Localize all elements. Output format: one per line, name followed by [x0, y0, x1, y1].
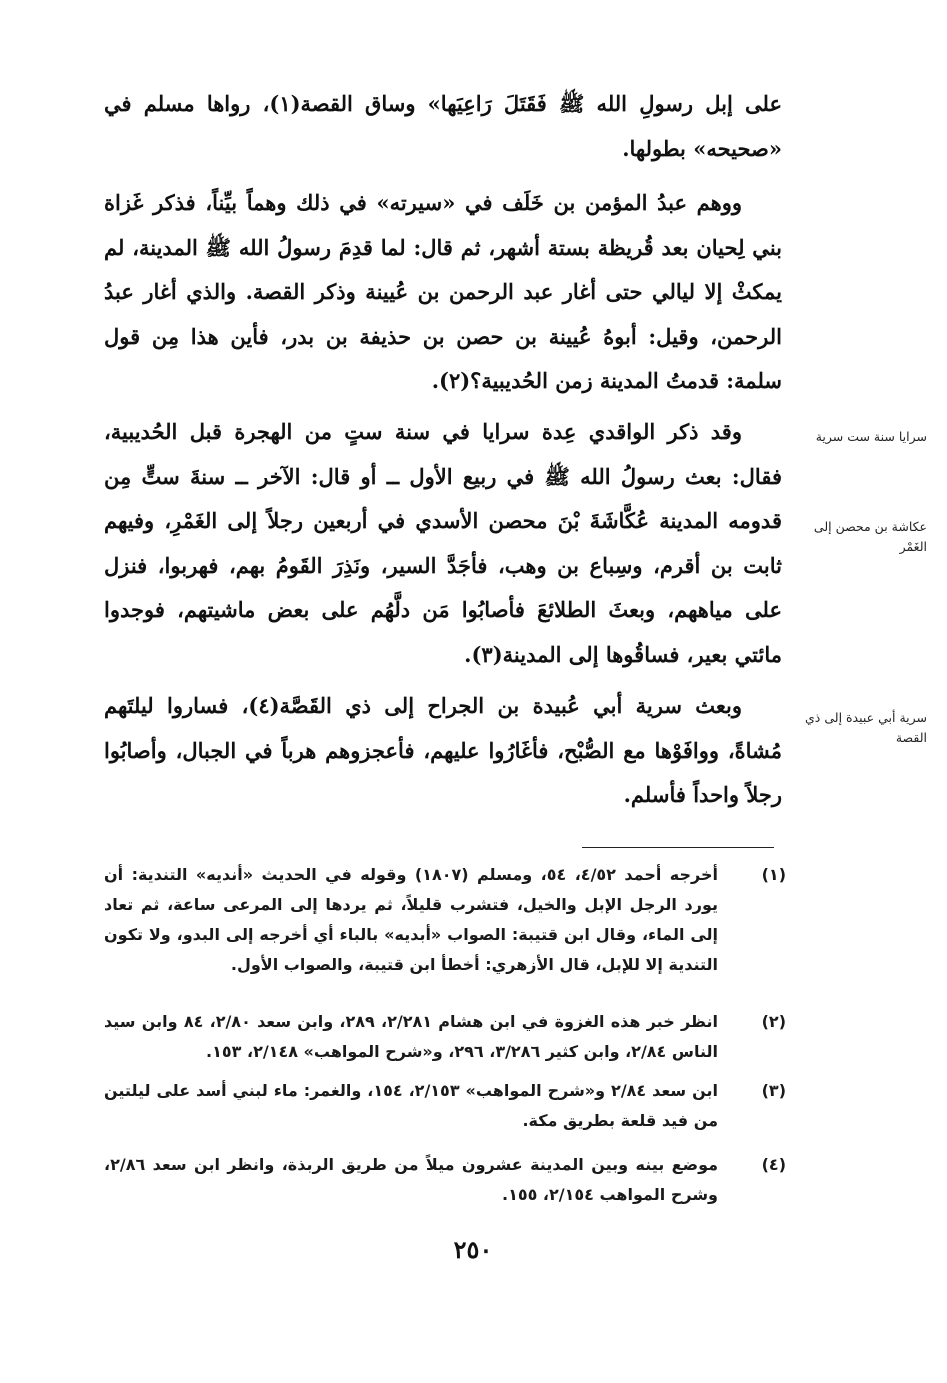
footnote	[104, 1150, 786, 1210]
footnote	[104, 860, 786, 980]
margin-note: سرايا سنة ست سرية	[815, 429, 927, 444]
footnote-number: (٢)	[761, 1012, 786, 1031]
margin-note: عكاشة بن محصن إلى الغَمْر	[813, 519, 927, 554]
footnote-text: انظر خبر هذه الغزوة في ابن هشام ٢/٢٨١، ٢٨٩، وابن سعد ٢/٨٠، ٨٤ وابن سيد الناس ٢/٨٤، وابن كثير ٣/٢٨٦، ٢٩٦، و«شرح المواهب» ٢/١٤٨، ١٥٣.	[104, 1012, 719, 1061]
footnote-number: (٤)	[761, 1155, 786, 1174]
body-paragraph: وبعث سرية أبي عُبيدة بن الجراح إلى ذي القَصَّة(٤)، فساروا ليلتَهم مُشاةً، ووافَوْها مع الصُّبْح، فأغَارُوا عليهم، فأعجزوهم هرباً في الجبال، وأصابُوا رجلاً واحداً فأسلم.	[104, 693, 782, 808]
footnote-number: (٣)	[761, 1081, 786, 1100]
body-paragraph: على إبل رسولِ الله ﷺ فَقَتَلَ رَاعِيَها» وساق القصة(١)، رواها مسلم في «صحيحه» بطولها.	[104, 91, 782, 161]
footnote-separator	[582, 847, 774, 848]
footnote-text: موضع بينه وبين المدينة عشرون ميلاً من طريق الربذة، وانظر ابن سعد ٢/٨٦، وشرح المواهب ٢/١٥٤، ١٥٥.	[104, 1155, 718, 1204]
footnote	[104, 1076, 786, 1136]
body-paragraph: ووهم عبدُ المؤمن بن خَلَف في «سيرته» في ذلك وهماً بيِّناً، فذكر غَزاة بني لِحيان بعد قُريظة بستة أشهر، ثم قال: لما قدِمَ رسولُ الله ﷺ المدينة، لم يمكثْ إلا ليالي حتى أغار عبد الرحمن بن عُيينة وذكر القصة. والذي أغار عبدُ الرحمن، وقيل: أبوهُ عُيينة بن حصن بن حذيفة بن بدر، فأين هذا مِن قول سلمة: قدمتُ المدينة زمن الحُديبية؟(٢).	[104, 190, 782, 394]
footnote	[104, 1007, 786, 1067]
footnote-number: (١)	[761, 865, 786, 884]
body-paragraph: وقد ذكر الواقدي عِدة سرايا في سنة ستٍ من الهجرة قبل الحُديبية، فقال: بعث رسولُ الله ﷺ في ربيع الأول ــ أو قال: الآخر ــ سنةَ ستٍّ مِن قدومه المدينة عُكَّاشَةَ بْنَ محصن الأسدي في أربعين رجلاً إلى الغَمْرِ، وفيهم ثابت بن أقرم، وسِباع بن وهب، فأجَدَّ السير، ونَذِرَ القَومُ بهم، فهربوا، فنزل على مياههم، وبعثَ الطلائعَ فأصابُوا مَن دلَّهُم على بعض ماشيتهم، فوجدوا مائتي بعير، فساقُوها إلى المدينة(٣).	[104, 419, 782, 667]
footnote-text: أخرجه أحمد ٤/٥٢، ٥٤، ومسلم (١٨٠٧) وقوله في الحديث «أنديه» التندية: أن يورد الرجل الإبل والخيل، فتشرب قليلاً، ثم يردها إلى المرعى ساعة، ثم تعاد إلى الماء، وقال ابن قتيبة: الصواب «أبديه» بالباء أي أخرجه إلى البدو، ولا تكون التندية إلا للإبل، قال الأزهري: أخطأ ابن قتيبة، والصواب الأول.	[104, 865, 719, 974]
margin-note: سرية أبي عبيدة إلى ذي القصة	[805, 710, 927, 745]
page-number: ٢٥٠	[453, 1235, 493, 1264]
footnote-text: ابن سعد ٢/٨٤ و«شرح المواهب» ٢/١٥٣، ١٥٤، والغمر: ماء لبني أسد على ليلتين من فيد قلعة بطريق مكة.	[104, 1081, 718, 1130]
